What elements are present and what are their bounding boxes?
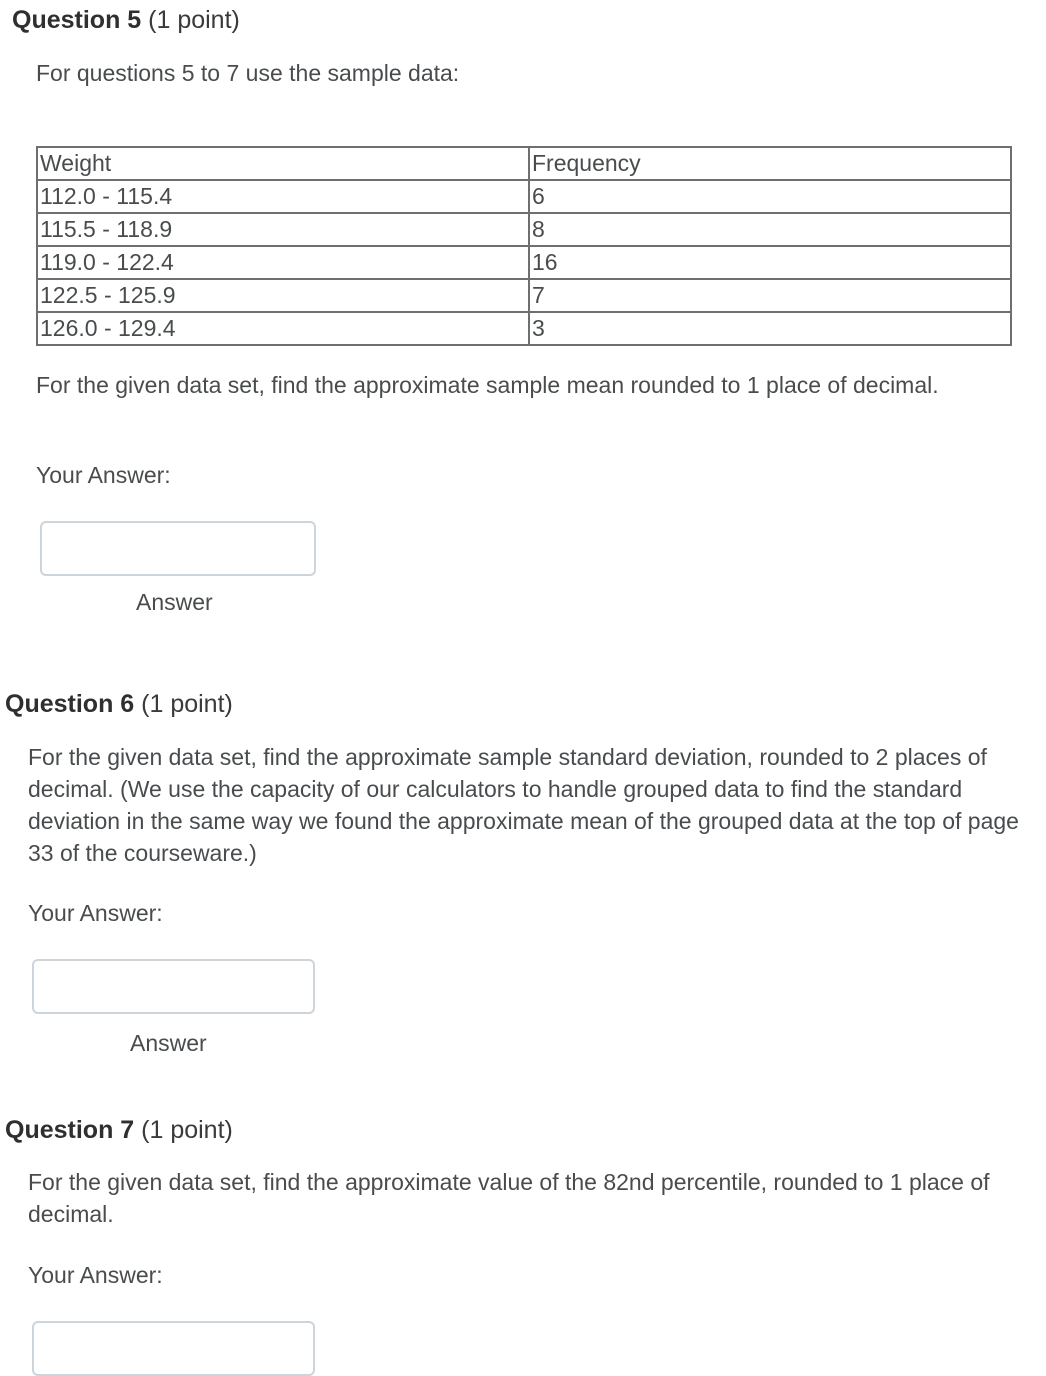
question-7-points: (1 point): [141, 1116, 233, 1144]
question-5-answer-input[interactable]: [40, 521, 316, 576]
table-cell-weight: 126.0 - 129.4: [37, 312, 529, 345]
question-7-heading: [5, 1116, 233, 1145]
table-header-frequency: Frequency: [529, 147, 1011, 180]
table-cell-frequency: 8: [529, 213, 1011, 246]
question-7-prompt: For the given data set, find the approximate value of the 82nd percentile, rounded to 1 place of decimal.: [28, 1169, 990, 1227]
table-row: [37, 180, 1011, 213]
question-5-prompt: For the given data set, find the approximate sample mean rounded to 1 place of decimal.: [36, 372, 939, 398]
table-header-row: [37, 147, 1011, 180]
question-6-your-answer-label: Your Answer:: [28, 900, 163, 926]
table-cell-weight: 119.0 - 122.4: [37, 246, 529, 279]
table-row: [37, 246, 1011, 279]
question-5-title: Question 5: [12, 6, 142, 34]
question-5-heading: [12, 6, 240, 35]
question-6-title: Question 6: [5, 690, 135, 718]
table-cell-frequency: 16: [529, 246, 1011, 279]
table-cell-weight: 115.5 - 118.9: [37, 213, 529, 246]
table-cell-weight: 122.5 - 125.9: [37, 279, 529, 312]
sample-data-table: [36, 146, 1012, 346]
question-5-your-answer-label: Your Answer:: [36, 462, 171, 488]
table-row: [37, 213, 1011, 246]
question-6-answer-caption: Answer: [130, 1030, 207, 1056]
table-cell-weight: 112.0 - 115.4: [37, 180, 529, 213]
question-6-points: (1 point): [141, 690, 233, 718]
table-row: [37, 279, 1011, 312]
table-cell-frequency: 6: [529, 180, 1011, 213]
question-5-answer-caption: Answer: [136, 589, 213, 615]
question-7-title: Question 7: [5, 1116, 135, 1144]
table-cell-frequency: 3: [529, 312, 1011, 345]
question-6-heading: [5, 690, 233, 719]
question-6-prompt: For the given data set, find the approximate sample standard deviation, rounded to 2 places of decimal. (We use the capacity of our calculators to handle grouped data to find the standard deviation in the same way we found the approximate mean of the grouped data at the top of page 33 of the courseware.): [28, 744, 1019, 866]
question-5-intro: For questions 5 to 7 use the sample data:: [36, 60, 460, 86]
table-cell-frequency: 7: [529, 279, 1011, 312]
question-5-points: (1 point): [148, 6, 240, 34]
question-7-answer-input[interactable]: [32, 1321, 315, 1376]
table-row: [37, 312, 1011, 345]
table-header-weight: Weight: [37, 147, 529, 180]
question-7-your-answer-label: Your Answer:: [28, 1262, 163, 1288]
question-6-answer-input[interactable]: [32, 959, 315, 1014]
